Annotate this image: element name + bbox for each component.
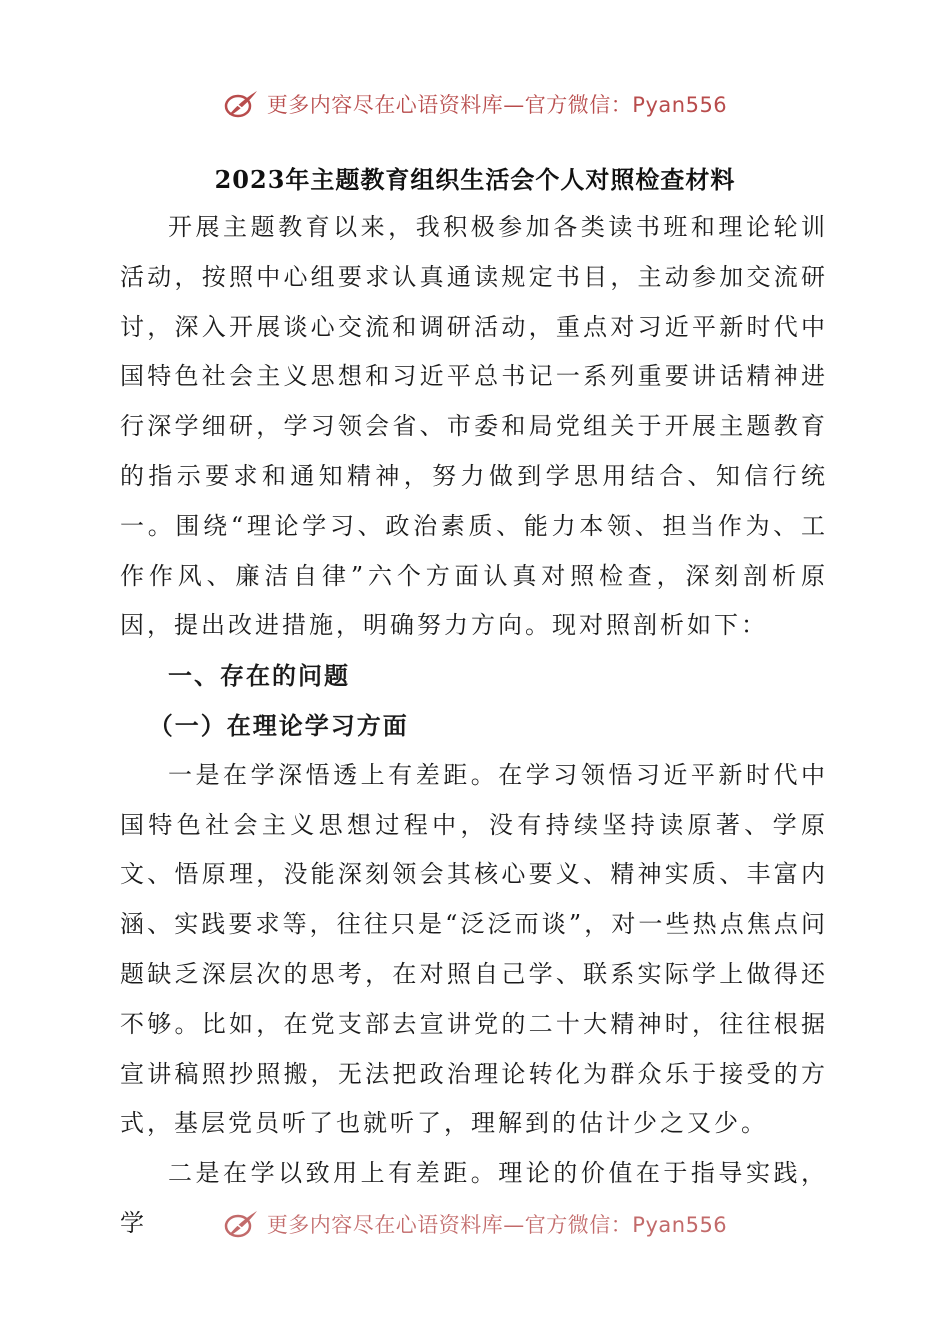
subsection-heading: （一）在理论学习方面 <box>148 710 409 740</box>
watermark-text: 更多内容尽在心语资料库—官方微信：Pyan556 <box>266 93 728 117</box>
watermark-text: 更多内容尽在心语资料库—官方微信：Pyan556 <box>266 1213 728 1237</box>
quill-logo-icon <box>223 89 259 119</box>
body-paragraph: 二是在学以致用上有差距。理论的价值在于指导实践，学 <box>120 1159 828 1237</box>
intro-paragraph: 开展主题教育以来，我积极参加各类读书班和理论轮训活动，按照中心组要求认真通读规定书目，主动参加交流研讨，深入开展谈心交流和调研活动，重点对习近平新时代中国特色社会主义思想和习近平总书记一系列重要讲话精神进行深学细研，学习领会省、市委和局党组关于开展主题教育的指示要求和通知精神，努力做到学思用结合、知信行统一。围绕“理论学习、政治素质、能力本领、担当作为、工作作风、廉洁自律”六个方面认真对照检查，深刻剖析原因，提出改进措施，明确努力方向。现对照剖析如下： <box>120 213 828 640</box>
page-title: 2023年主题教育组织生活会个人对照检查材料 <box>214 165 736 194</box>
quill-logo-icon <box>223 1209 259 1239</box>
watermark-footer <box>0 1204 950 1244</box>
section-heading: 一、存在的问题 <box>168 661 350 691</box>
body-paragraph: 一是在学深悟透上有差距。在学习领悟习近平新时代中国特色社会主义思想过程中，没有持续坚持读原著、学原文、悟原理，没能深刻领会其核心要义、精神实质、丰富内涵、实践要求等，往往只是“泛泛而谈”，对一些热点焦点问题缺乏深层次的思考，在对照自己学、联系实际学上做得还不够。比如，在党支部去宣讲党的二十大精神时，往往根据宣讲稿照抄照搬，无法把政治理论转化为群众乐于接受的方式，基层党员听了也就听了，理解到的估计少之又少。 <box>120 760 828 1138</box>
document-body <box>120 203 828 1249</box>
watermark-header <box>0 84 950 124</box>
